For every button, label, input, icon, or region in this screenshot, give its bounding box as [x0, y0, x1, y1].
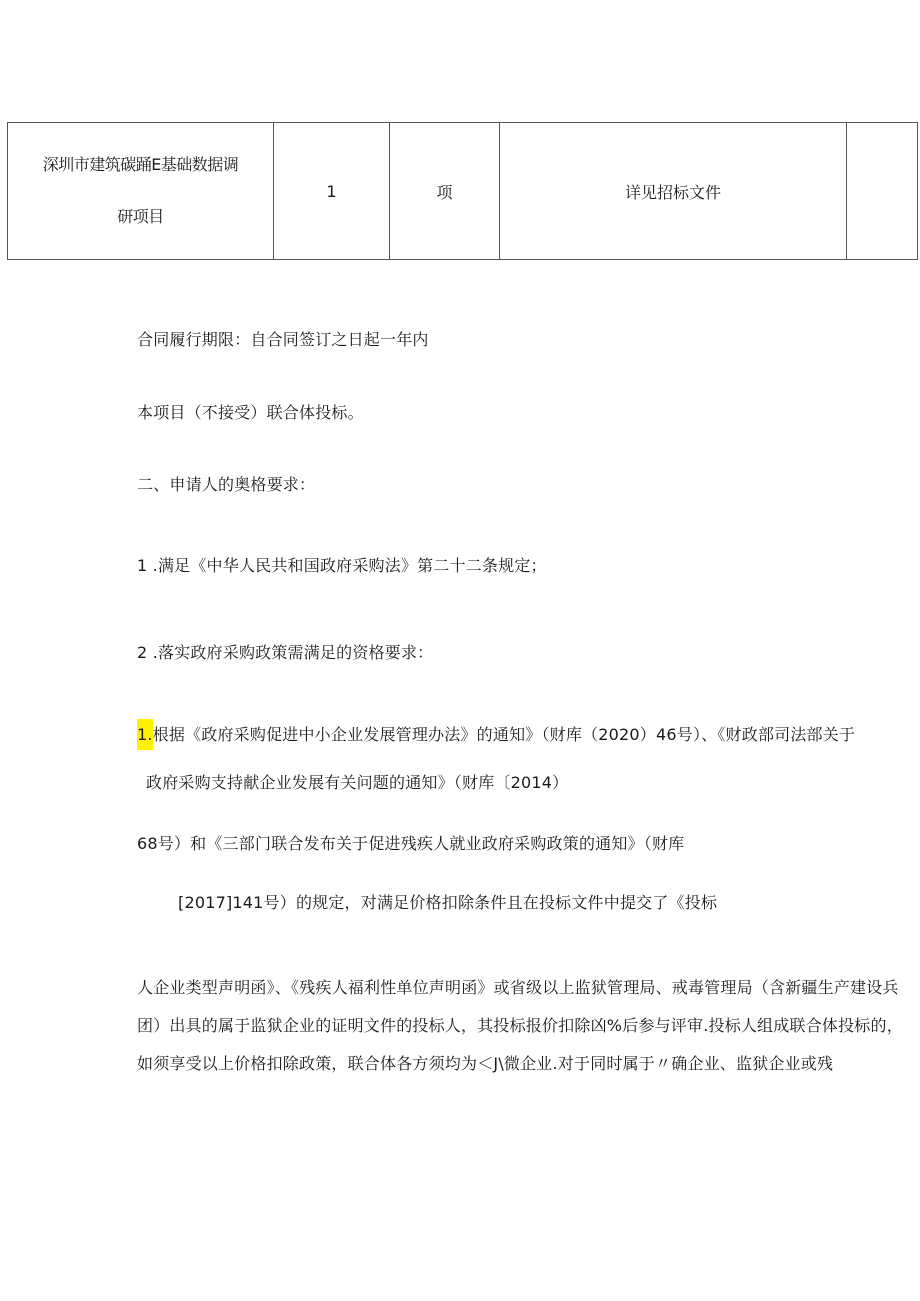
requirement-2-1-text: 根据《政府采购促进中小企业发展管理办法》的通知》（财库（2020）46号）、《财政部司法部关于	[152, 725, 856, 744]
project-name-cell	[8, 123, 274, 260]
quantity-cell: 1	[274, 123, 390, 260]
project-table	[7, 122, 918, 260]
highlighted-marker: 1.	[137, 719, 153, 750]
project-name-line1: 深圳市建筑碳踊E基础数据调	[42, 155, 239, 174]
project-name-line2: 研项目	[117, 207, 164, 226]
consortium-statement: 本项目（不接受）联合体投标。	[137, 403, 364, 422]
paragraph-line: 政府采购支持献企业发展有关问题的通知》（财库〔2014）	[146, 773, 569, 792]
unit-cell: 项	[390, 123, 500, 260]
requirement-2: 2 .落实政府采购政策需满足的资格要求：	[137, 643, 434, 662]
paragraph-line: [2017]141号）的规定，对满足价格扣除条件且在投标文件中提交了《投标	[178, 893, 718, 912]
section-title: 二、申请人的奥格要求：	[137, 475, 316, 494]
paragraph-line: 68号）和《三部门联合发布关于促进残疾人就业政府采购政策的通知》（财库	[137, 834, 685, 853]
extra-cell	[847, 123, 918, 260]
contract-term: 合同履行期限：自合同签订之日起一年内	[137, 330, 429, 349]
requirement-2-1	[137, 722, 855, 745]
budget-cell: 详见招标文件	[500, 123, 847, 260]
requirement-1: 1 .满足《中华人民共和国政府采购法》第二十二条规定；	[137, 556, 547, 575]
price-deduction-paragraph: 人企业类型声明函》、《残疾人福利性单位声明函》或省级以上监狱管理局、戒毒管理局（含新疆生产建设兵团）出具的属于监狱企业的证明文件的投标人，其投标报价扣除凶%后参与评审.投标人组成联合体投标的，如须享受以上价格扣除政策，联合体各方须均为＜J\微企业.对于同时属于〃确企业、监狱企业或残	[137, 978, 903, 1073]
table-row	[8, 123, 918, 260]
